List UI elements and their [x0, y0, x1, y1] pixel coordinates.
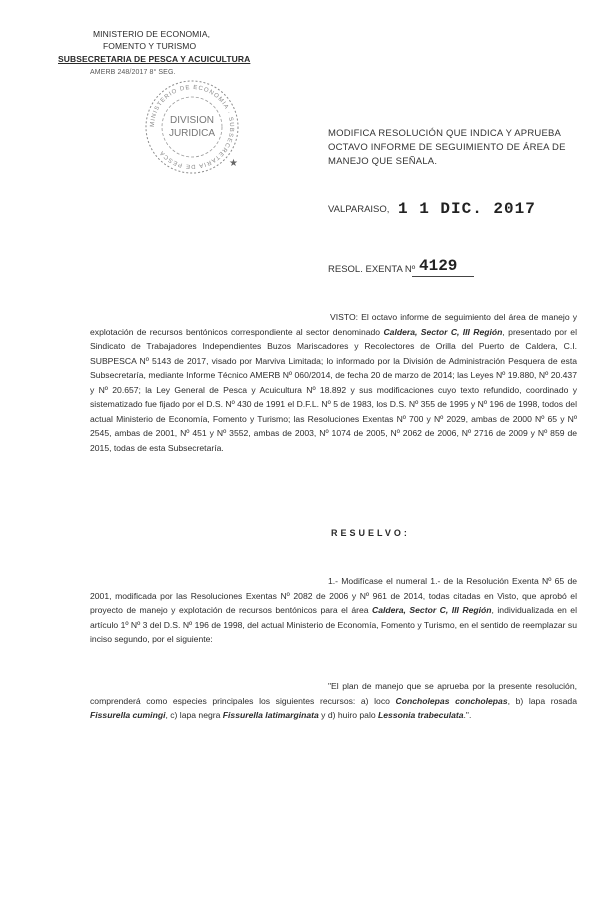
article-1-sector: Caldera, Sector C, III Región: [372, 605, 492, 615]
visto-paragraph: [90, 310, 577, 455]
division-juridica-stamp: [143, 78, 241, 176]
subsecretaria-line: SUBSECRETARIA DE PESCA Y ACUICULTURA: [58, 54, 251, 64]
stamp-ring-text: MINISTERIO DE ECONOMIA · SUBSECRETARIA DE PESCA: [149, 84, 235, 170]
resolution-number: 4129: [419, 257, 458, 275]
reference-code: AMERB 248/2017 8° SEG.: [90, 69, 176, 76]
ministry-line-1: MINISTERIO DE ECONOMIA,: [93, 29, 211, 39]
visto-sector: Caldera, Sector C, III Región: [383, 326, 503, 337]
stamp-star-icon: ★: [229, 158, 238, 169]
quoted-paragraph: [90, 679, 577, 723]
article-1-text-2: , individualizada en el artículo 1º Nº 3 del D.S. Nº 196 de 1998, del actual Ministerio de Economía, Fomento y Turismo, en el sentido de reemplazar su inciso segundo, por el siguiente:: [90, 605, 577, 644]
visto-text-1: VISTO: El octavo informe de seguimiento del área de manejo y explotación de recursos bentónicos correspondiente al sector denominado: [90, 312, 577, 337]
quote-text-1: "El plan de manejo que se aprueba por la presente resolución, comprenderá como especies principales los siguientes recursos: a) loco: [90, 681, 577, 706]
resolution-number-underline: [412, 276, 474, 277]
place-label: VALPARAISO,: [328, 204, 390, 215]
stamp-center-line-1: DIVISION: [170, 115, 214, 126]
species-huiro-palo: Lessonia trabeculata: [378, 710, 464, 720]
quote-text-4: y d) huiro palo: [318, 710, 379, 720]
stamp-center-line-2: JURIDICA: [168, 128, 216, 139]
article-1-text-1: 1.- Modifícase el numeral 1.- de la Resolución Exenta Nº 65 de 2001, modificada por las Resoluciones Exentas Nº 2082 de 2006 y Nº 961 de 2014, todas citadas en Visto, que aprobó el proyecto de manejo y explotación de recursos bentónicos para el área: [90, 576, 577, 615]
species-loco: Concholepas concholepas: [395, 695, 508, 706]
article-1-paragraph: [90, 574, 577, 647]
quote-text-2: , b) lapa rosada: [507, 695, 577, 706]
quote-text-5: .".: [463, 710, 472, 720]
resolution-label: RESOL. EXENTA Nº: [328, 264, 416, 275]
date-stamp: 1 1 DIC. 2017: [398, 200, 536, 218]
ministry-line-2: FOMENTO Y TURISMO: [103, 41, 197, 51]
quote-text-3: , c) lapa negra: [165, 710, 223, 720]
species-lapa-rosada: Fissurella cumingi: [90, 710, 166, 720]
resuelvo-heading: RESUELVO:: [331, 528, 410, 538]
document-title: MODIFICA RESOLUCIÓN QUE INDICA Y APRUEBA OCTAVO INFORME DE SEGUIMIENTO DE ÁREA DE MANEJO QUE SEÑALA.: [328, 128, 566, 167]
visto-text-2: , presentado por el Sindicato de Trabajadores Independientes Buzos Mariscadores y Recolectores de Orilla del Puerto de Caldera, C.I. SUBPESCA Nº 5143 de 2017, visado por Marviva Limitada; lo informado por la División de Administración Pesquera de esta Subsecretaría, mediante Informe Técnico AMERB Nº 060/2014, de fecha 20 de marzo de 2014; las Leyes Nº 19.880, Nº 20.437 y Nº 20.657; la Ley General de Pesca y Acuicultura Nº 18.892 y sus modificaciones cuyo texto refundido, coordinado y sistematizado fue fijado por el D.S. Nº 430 de 1991 el D.F.L. Nº 5 de 1983, los D.S. Nº 355 de 1995 y Nº 196 de 1998, todos del actual Ministerio de Economía, Fomento y Turismo; las Resoluciones Exentas Nº 700 y Nº 2029, ambas de 2000 Nº 65 y Nº 2545, ambas de 2001, Nº 451 y Nº 3552, ambas de 2003, Nº 1074 de 2005, Nº 2062 de 2006, Nº 2716 de 2009 y Nº 859 de 2015, todas de esta Subsecretaría.: [90, 326, 577, 453]
species-lapa-negra: Fissurella latimarginata: [222, 710, 319, 720]
svg-text:MINISTERIO DE ECONOMIA · SUBSE: [150, 85, 234, 169]
